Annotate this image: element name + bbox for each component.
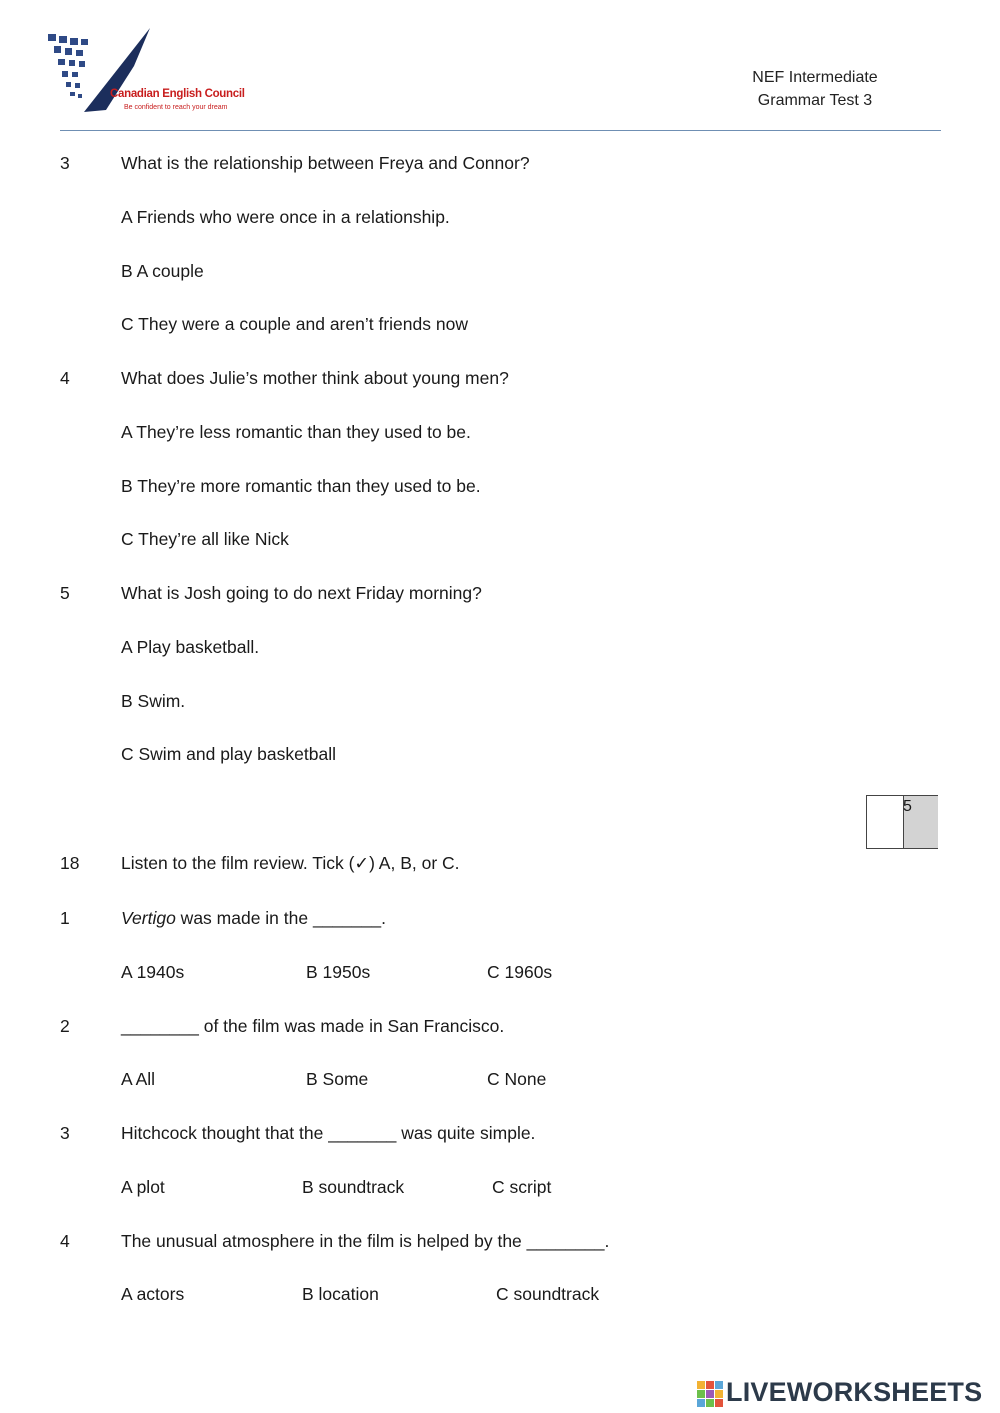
question-text-rest: was made in the _______. [175,908,386,928]
answer-option[interactable]: B location [302,1284,379,1304]
question-number: 5 [60,583,70,603]
header-divider [60,130,941,131]
question-text: The unusual atmosphere in the film is helped by the ________. [121,1231,610,1251]
score-input-cell[interactable] [867,796,904,848]
answer-option[interactable]: C 1960s [487,962,553,982]
course-title: NEF Intermediate [752,69,878,86]
question-text: What does Julie’s mother think about young men? [121,368,509,388]
score-box [866,795,938,849]
watermark: LIVEWORKSHEETS [726,1377,983,1407]
question-number: 2 [60,1016,70,1036]
question-number: 4 [60,368,70,388]
header-info [720,66,910,112]
film-title: Vertigo [121,908,176,928]
question-number: 3 [60,1123,70,1143]
section-instruction: Listen to the film review. Tick (✓) A, B, or C. [121,853,460,873]
answer-option[interactable]: B A couple [121,261,204,281]
answer-option[interactable]: A actors [121,1284,185,1304]
answer-option[interactable]: C script [492,1177,552,1197]
question-text: What is the relationship between Freya and Connor? [121,153,530,173]
answer-option[interactable]: C Swim and play basketball [121,744,336,764]
logo-name: Canadian English Council [110,88,245,100]
answer-option[interactable]: A They’re less romantic than they used to be. [121,422,471,442]
question-text: Hitchcock thought that the _______ was quite simple. [121,1123,536,1143]
answer-option[interactable]: C soundtrack [496,1284,600,1304]
answer-option[interactable]: B Swim. [121,691,186,711]
section-number: 18 [60,853,80,873]
answer-option[interactable]: A Play basketball. [121,637,260,657]
liveworksheets-logo-icon [697,1381,723,1407]
answer-option[interactable]: C None [487,1069,547,1089]
question-text: ________ of the film was made in San Francisco. [121,1016,505,1036]
question-number: 1 [60,908,70,928]
test-title: Grammar Test 3 [757,92,873,109]
answer-option[interactable]: B They’re more romantic than they used to be. [121,476,481,496]
answer-option[interactable]: A plot [121,1177,165,1197]
question-text [121,907,386,929]
answer-option[interactable]: B soundtrack [302,1177,405,1197]
answer-option[interactable]: A Friends who were once in a relationship. [121,207,450,227]
answer-option[interactable]: B Some [306,1069,369,1089]
logo-tagline: Be confident to reach your dream [124,104,228,111]
logo [44,26,244,118]
question-number: 3 [60,153,70,173]
answer-option[interactable]: C They’re all like Nick [121,529,289,549]
question-text: What is Josh going to do next Friday morning? [121,583,482,603]
question-number: 4 [60,1231,70,1251]
answer-option[interactable]: B 1950s [306,962,371,982]
answer-option[interactable]: A All [121,1069,156,1089]
score-total: 5 [903,798,912,815]
answer-option[interactable]: C They were a couple and aren’t friends now [121,314,468,334]
answer-option[interactable]: A 1940s [121,962,185,982]
